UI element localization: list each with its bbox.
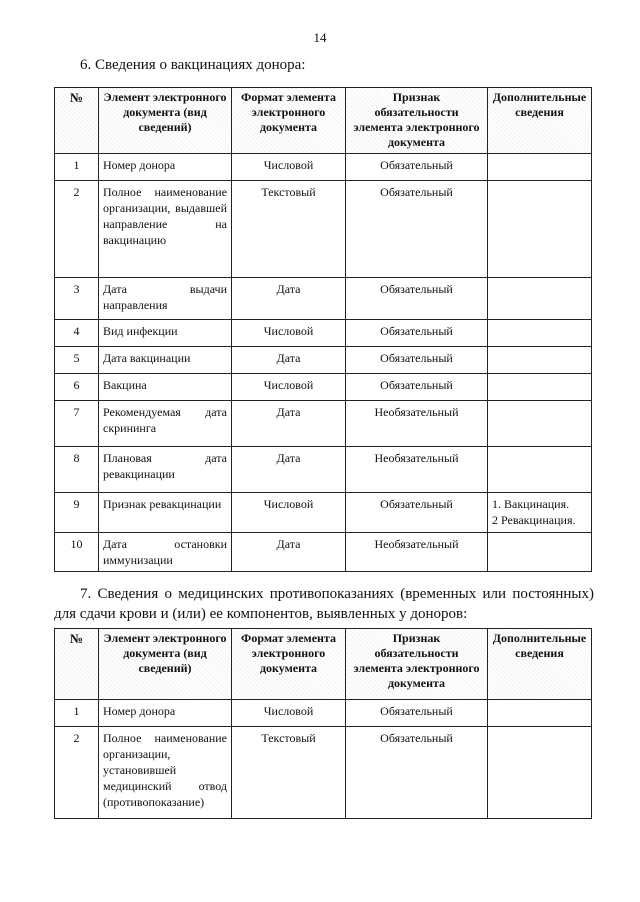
row-extra-cell xyxy=(488,700,592,727)
header-num: № xyxy=(55,88,99,154)
row-number-cell: 8 xyxy=(55,447,99,493)
table-row xyxy=(55,401,592,447)
row-number-cell: 5 xyxy=(55,347,99,374)
row-element-cell: Номер донора xyxy=(99,154,232,181)
extra-item: 1. Вакцинация. xyxy=(492,497,570,511)
row-extra-cell xyxy=(488,181,592,278)
row-required-cell: Обязательный xyxy=(346,278,488,320)
extra-item: 2 Ревакцинация. xyxy=(492,513,576,527)
row-number-cell: 10 xyxy=(55,533,99,572)
row-format-cell: Текстовый xyxy=(232,727,346,819)
row-format-cell: Дата xyxy=(232,533,346,572)
row-extra-cell xyxy=(488,154,592,181)
row-element-cell: Вид инфекции xyxy=(99,320,232,347)
section-7-heading: 7. Сведения о медицинских противопоказаниях (временных или постоянных) для сдачи крови и (или) ее компонентов, выявленных у доноров: xyxy=(54,586,594,622)
page-number: 14 xyxy=(313,30,327,45)
row-format-cell: Числовой xyxy=(232,493,346,533)
table-row xyxy=(55,727,592,819)
table-row xyxy=(55,347,592,374)
row-number-cell: 9 xyxy=(55,493,99,533)
table-header-row xyxy=(55,88,592,154)
row-format-cell: Числовой xyxy=(232,154,346,181)
row-element-cell: Полное наименование организации, выдавшей направление на вакцинацию xyxy=(99,181,232,278)
table-row xyxy=(55,533,592,572)
table-row xyxy=(55,374,592,401)
row-element-cell: Полное наименование организации, установившей медицинский отвод (противопоказание) xyxy=(99,727,232,819)
row-format-cell: Дата xyxy=(232,447,346,493)
row-extra-cell xyxy=(488,401,592,447)
row-format-cell: Числовой xyxy=(232,320,346,347)
row-extra-cell xyxy=(488,533,592,572)
row-number-cell: 2 xyxy=(55,181,99,278)
row-element-cell: Рекомендуемая дата скрининга xyxy=(99,401,232,447)
row-required-cell: Обязательный xyxy=(346,347,488,374)
row-element-cell: Плановая дата ревакцинации xyxy=(99,447,232,493)
table-row xyxy=(55,320,592,347)
row-number-cell: 1 xyxy=(55,700,99,727)
row-extra-cell xyxy=(488,278,592,320)
row-number-cell: 4 xyxy=(55,320,99,347)
row-format-cell: Текстовый xyxy=(232,181,346,278)
header-element: Элемент электронного документа (вид сведений) xyxy=(99,88,232,154)
row-extra-cell xyxy=(488,320,592,347)
row-number-cell: 2 xyxy=(55,727,99,819)
row-required-cell: Обязательный xyxy=(346,154,488,181)
row-element-cell: Номер донора xyxy=(99,700,232,727)
row-required-cell: Необязательный xyxy=(346,533,488,572)
table-row xyxy=(55,278,592,320)
row-extra-cell xyxy=(488,727,592,819)
row-element-cell: Вакцина xyxy=(99,374,232,401)
row-required-cell: Обязательный xyxy=(346,700,488,727)
row-format-cell: Числовой xyxy=(232,700,346,727)
contraindications-table xyxy=(54,628,592,819)
header-required: Признак обязательности элемента электронного документа xyxy=(346,88,488,154)
header-format: Формат элемента электронного документа xyxy=(232,88,346,154)
row-element-cell: Дата вакцинации xyxy=(99,347,232,374)
header-extra: Дополнительные сведения xyxy=(488,88,592,154)
table-row xyxy=(55,181,592,278)
row-extra-cell xyxy=(488,493,592,533)
row-extra-cell xyxy=(488,374,592,401)
header-required: Признак обязательности элемента электронного документа xyxy=(346,629,488,700)
row-required-cell: Обязательный xyxy=(346,493,488,533)
row-element-cell: Дата остановки иммунизации xyxy=(99,533,232,572)
row-required-cell: Необязательный xyxy=(346,401,488,447)
row-number-cell: 3 xyxy=(55,278,99,320)
header-element: Элемент электронного документа (вид сведений) xyxy=(99,629,232,700)
row-required-cell: Обязательный xyxy=(346,374,488,401)
row-format-cell: Дата xyxy=(232,401,346,447)
row-required-cell: Обязательный xyxy=(346,320,488,347)
table-row xyxy=(55,154,592,181)
table-row xyxy=(55,493,592,533)
row-required-cell: Обязательный xyxy=(346,727,488,819)
row-format-cell: Числовой xyxy=(232,374,346,401)
header-extra: Дополнительные сведения xyxy=(488,629,592,700)
row-required-cell: Обязательный xyxy=(346,181,488,278)
row-element-cell: Дата выдачи направления xyxy=(99,278,232,320)
header-format: Формат элемента электронного документа xyxy=(232,629,346,700)
row-number-cell: 7 xyxy=(55,401,99,447)
header-num: № xyxy=(55,629,99,700)
row-extra-cell xyxy=(488,447,592,493)
row-format-cell: Дата xyxy=(232,278,346,320)
section-6-heading: 6. Сведения о вакцинациях донора: xyxy=(80,57,306,73)
row-required-cell: Необязательный xyxy=(346,447,488,493)
table-row xyxy=(55,447,592,493)
row-element-cell: Признак ревакцинации xyxy=(99,493,232,533)
table-header-row xyxy=(55,629,592,700)
row-number-cell: 6 xyxy=(55,374,99,401)
vaccination-table xyxy=(54,87,592,572)
row-extra-cell xyxy=(488,347,592,374)
table-row xyxy=(55,700,592,727)
row-number-cell: 1 xyxy=(55,154,99,181)
row-format-cell: Дата xyxy=(232,347,346,374)
